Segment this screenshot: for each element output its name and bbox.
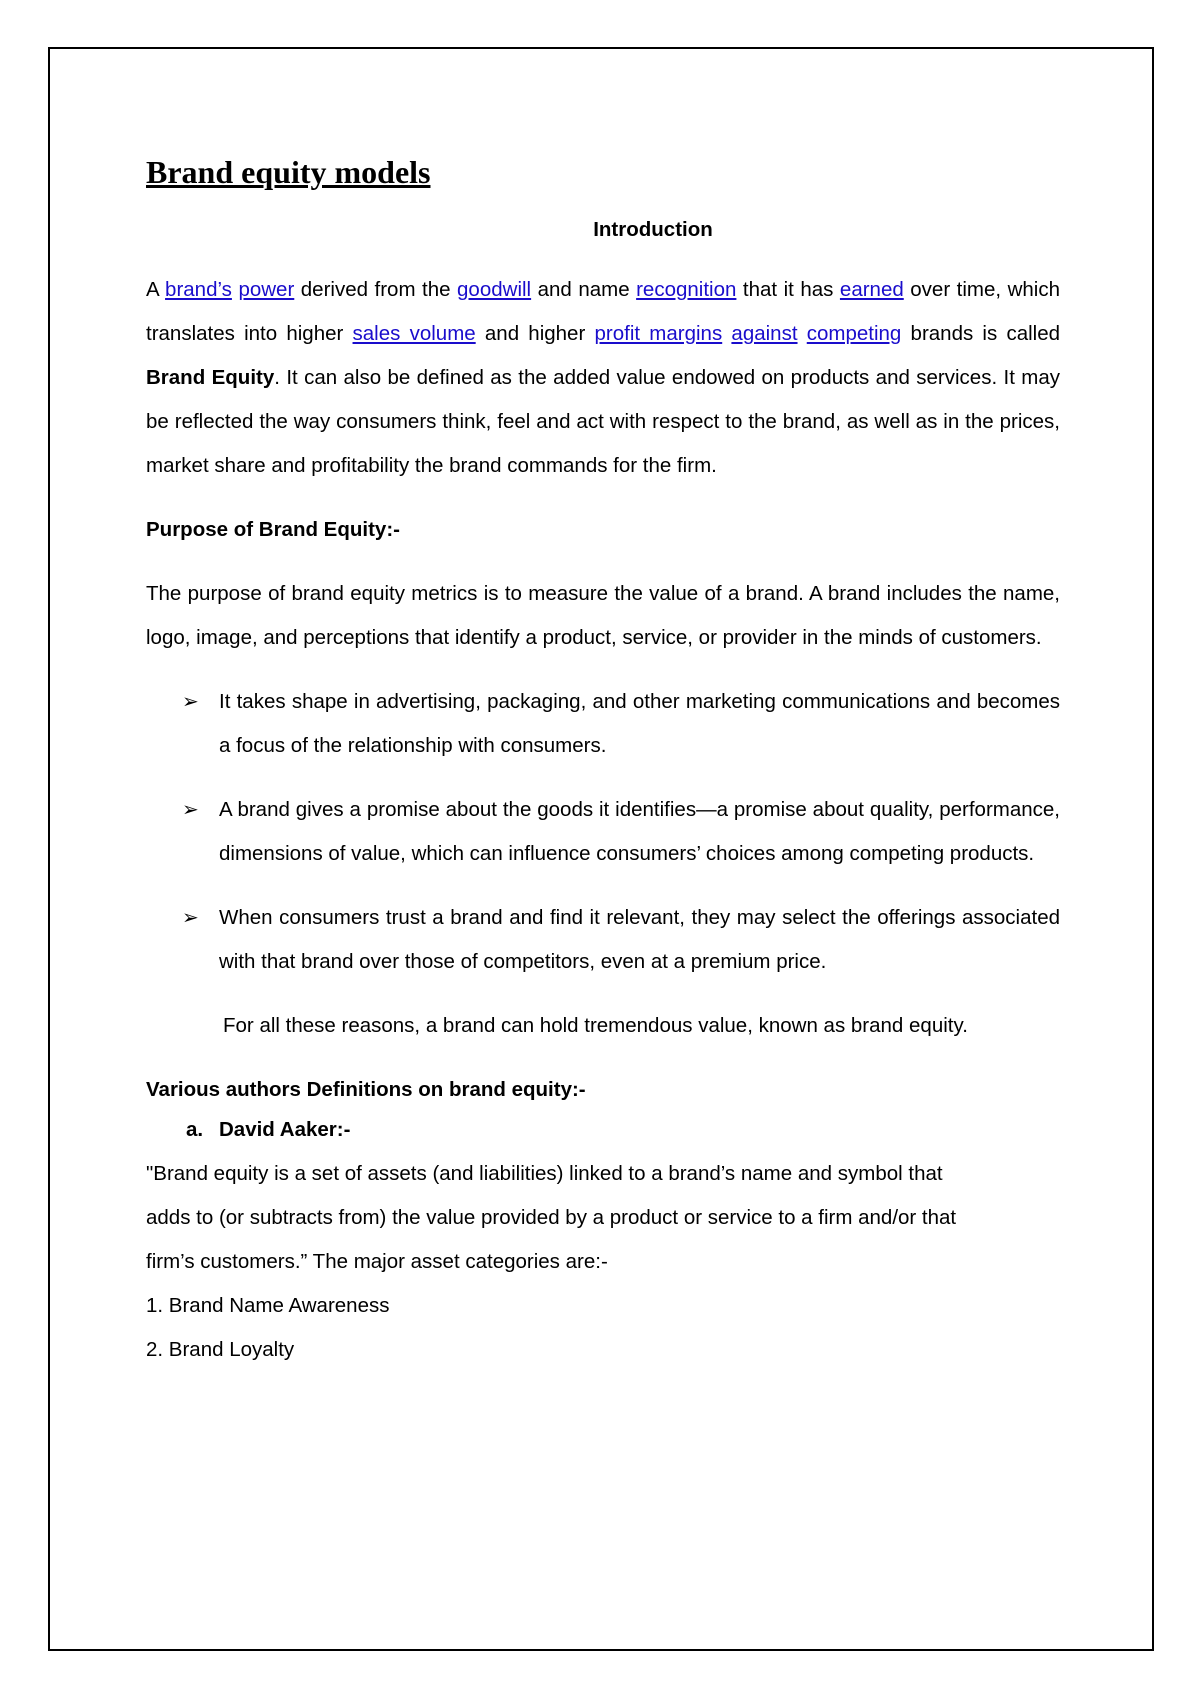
paragraph-text: that it has bbox=[736, 278, 840, 301]
bullet-item bbox=[146, 680, 1060, 768]
numbered-item: 2. Brand Loyalty bbox=[146, 1338, 295, 1361]
paragraph-text: over time, which translates into higher bbox=[146, 278, 1060, 345]
hyperlink-against[interactable]: against bbox=[731, 322, 798, 345]
paragraph-text: brands is called bbox=[901, 322, 1061, 345]
paragraph-text: and higher bbox=[475, 322, 595, 345]
hyperlink-competing[interactable]: competing bbox=[806, 322, 902, 345]
bullet-list bbox=[146, 680, 1060, 984]
numbered-list bbox=[146, 1284, 1060, 1372]
bullet-text: When consumers trust a brand and find it relevant, they may select the offerings associated with that brand over those of competitors, even at a premium price. bbox=[219, 906, 1060, 973]
arrow-bullet-icon: ➢ bbox=[182, 691, 199, 713]
hyperlink-recognition[interactable]: recognition bbox=[636, 278, 737, 301]
purpose-paragraph: The purpose of brand equity metrics is to measure the value of a brand. A brand includes the name, logo, image, and perceptions that identify a product, service, or provider in the minds of customers. bbox=[146, 582, 1060, 649]
paragraph-text: and name bbox=[531, 278, 637, 301]
hyperlink-goodwill[interactable]: goodwill bbox=[457, 278, 532, 301]
hyperlink-sales-volume[interactable]: sales volume bbox=[352, 322, 476, 345]
paragraph-text: A bbox=[146, 278, 166, 301]
quote-line: "Brand equity is a set of assets (and liabilities) linked to a brand’s name and symbol that bbox=[146, 1162, 943, 1185]
numbered-item: 1. Brand Name Awareness bbox=[146, 1294, 390, 1317]
hyperlink-earned[interactable]: earned bbox=[839, 278, 904, 301]
paragraph-text bbox=[798, 322, 807, 345]
intro-heading: Introduction bbox=[593, 218, 713, 241]
document-title: Brand equity models bbox=[146, 154, 431, 190]
bold-term: Brand Equity bbox=[146, 366, 275, 389]
quote-block bbox=[146, 1152, 1060, 1284]
quote-line: adds to (or subtracts from) the value provided by a product or service to a firm and/or that bbox=[146, 1206, 957, 1229]
bullet-text: It takes shape in advertising, packaging, and other marketing communications and becomes a focus of the relationship with consumers. bbox=[219, 690, 1060, 757]
hyperlink-profit-margins[interactable]: profit margins bbox=[594, 322, 723, 345]
author-item bbox=[146, 1108, 1060, 1152]
intro-paragraph bbox=[146, 268, 1060, 488]
definitions-heading: Various authors Definitions on brand equity:- bbox=[146, 1078, 586, 1101]
arrow-bullet-icon: ➢ bbox=[182, 799, 199, 821]
bullet-item bbox=[146, 788, 1060, 876]
arrow-bullet-icon: ➢ bbox=[182, 907, 199, 929]
author-letter: a. bbox=[186, 1118, 204, 1141]
closing-line: For all these reasons, a brand can hold tremendous value, known as brand equity. bbox=[223, 1014, 968, 1037]
quote-line: firm’s customers.” The major asset categories are:- bbox=[146, 1250, 608, 1273]
paragraph-text: derived from the bbox=[294, 278, 458, 301]
hyperlink-power[interactable]: power bbox=[238, 278, 295, 301]
bullet-item bbox=[146, 896, 1060, 984]
hyperlink-brand-s[interactable]: brand’s bbox=[165, 278, 232, 301]
paragraph-text: . It can also be defined as the added value endowed on products and services. It may be reflected the way consumers think, feel and act with respect to the brand, as well as in the prices, market share and profitability the brand commands for the firm. bbox=[146, 366, 1060, 477]
author-name: David Aaker:- bbox=[219, 1118, 351, 1141]
purpose-heading: Purpose of Brand Equity:- bbox=[146, 518, 400, 541]
bullet-text: A brand gives a promise about the goods it identifies—a promise about quality, performance, dimensions of value, which can influence consumers’ choices among competing products. bbox=[219, 798, 1060, 865]
document-body bbox=[146, 150, 1060, 1372]
